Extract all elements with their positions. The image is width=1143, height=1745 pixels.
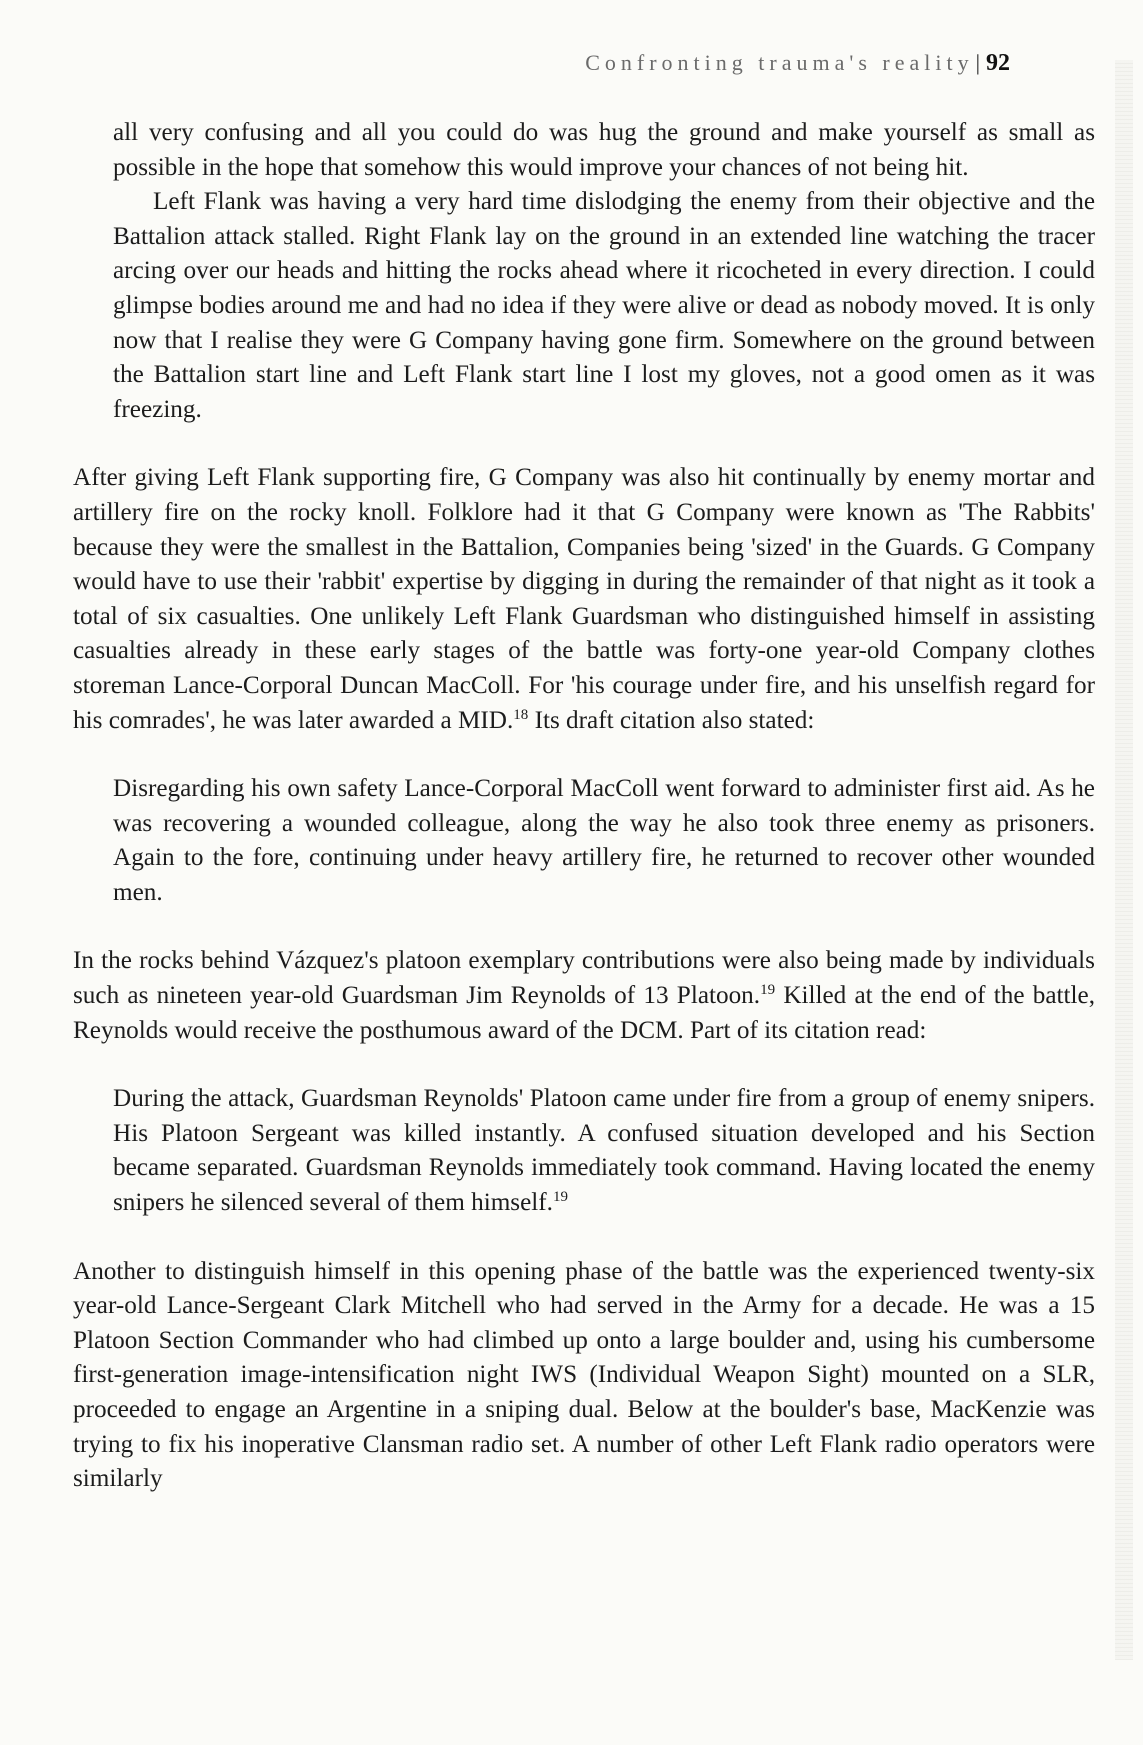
footnote-ref: 18	[513, 706, 529, 723]
body-paragraph	[73, 944, 1095, 1048]
footnote-ref: 19	[552, 1189, 568, 1206]
page-number: 92	[986, 50, 1010, 76]
text-run: Another to distinguish himself in this opening phase of the battle was the experienced twenty-six year-old Lance-Sergeant Clark Mitchell who had served in the Army for a decade. He was a 15 Platoon Section Commander who had climbed up onto a large boulder and, using his cumbersome first-generation image-intensification night IWS (Individual Weapon Sight) mounted on a SLR, proceeded to engage an Argentine in a sniping dual. Below at the boulder's base, MacKenzie was trying to fix his inoperative Clansman radio set. A number of other Left Flank radio operators were similarly	[73, 1257, 1095, 1493]
chapter-title: Confronting trauma's reality	[585, 50, 974, 75]
page-edge-shadow	[1115, 60, 1133, 1660]
text-run: Left Flank was having a very hard time dislodging the enemy from their objective and the Battalion attack stalled. Right Flank lay on the ground in an extended line watching the tracer arcing over our heads and hitting the rocks ahead where it ricocheted in every direction. I could glimpse bodies around me and had no idea if they were alive or dead as nobody moved. It is only now that I realise they were G Company having gone firm. Somewhere on the ground between the Battalion start line and Left Flank start line I lost my gloves, not a good omen as it was freezing.	[113, 188, 1095, 423]
text-run: During the attack, Guardsman Reynolds' Platoon came under fire from a group of enemy snipers. His Platoon Sergeant was killed instantly. A confused situation developed and his Section became separated. Guardsman Reynolds immediately took command. Having located the enemy snipers he silenced several of them himself.	[113, 1085, 1095, 1217]
text-run: After giving Left Flank supporting fire, G Company was also hit continually by enemy mortar and artillery fire on the rocky knoll. Folklore had it that G Company were known as 'The Rabbits' because they were the smallest in the Battalion, Companies being 'sized' in the Guards. G Company would have to use their 'rabbit' expertise by digging in during the remainder of that night as it took a total of six casualties. One unlikely Left Flank Guardsman who distinguished himself in assisting casualties already in these early stages of the battle was forty-one year-old Company clothes storeman Lance-Corporal Duncan MacColl. For 'his courage under fire, and his unselfish regard for his comrades', he was later awarded a MID.	[73, 464, 1095, 734]
block-quote	[73, 1082, 1095, 1220]
text-run: Its draft citation also stated:	[528, 706, 815, 734]
body-paragraph	[73, 461, 1095, 738]
body-paragraph	[73, 1255, 1095, 1497]
text-run: Killed at the end of the battle, Reynolds would receive the posthumous award of the DCM. Part of its citation read:	[73, 982, 1095, 1044]
footnote-ref: 19	[760, 982, 776, 999]
page-body	[73, 116, 1095, 1497]
text-run: Disregarding his own safety Lance-Corporal MacColl went forward to administer first aid. As he was recovering a wounded colleague, along the way he also took three enemy as prisoners. Again to the fore, continuing under heavy artillery fire, he returned to recover other wounded men.	[113, 775, 1095, 906]
quote-paragraph	[73, 185, 1095, 427]
block-quote	[73, 772, 1095, 910]
running-header	[585, 50, 1010, 77]
text-run: all very confusing and all you could do was hug the ground and make yourself as small as possible in the hope that somehow this would improve your chances of not being hit.	[113, 119, 1095, 181]
quote-continuation	[73, 116, 1095, 185]
text-run: In the rocks behind Vázquez's platoon exemplary contributions were also being made by individuals such as nineteen year-old Guardsman Jim Reynolds of 13 Platoon.	[73, 947, 1095, 1010]
header-separator: |	[975, 50, 980, 75]
